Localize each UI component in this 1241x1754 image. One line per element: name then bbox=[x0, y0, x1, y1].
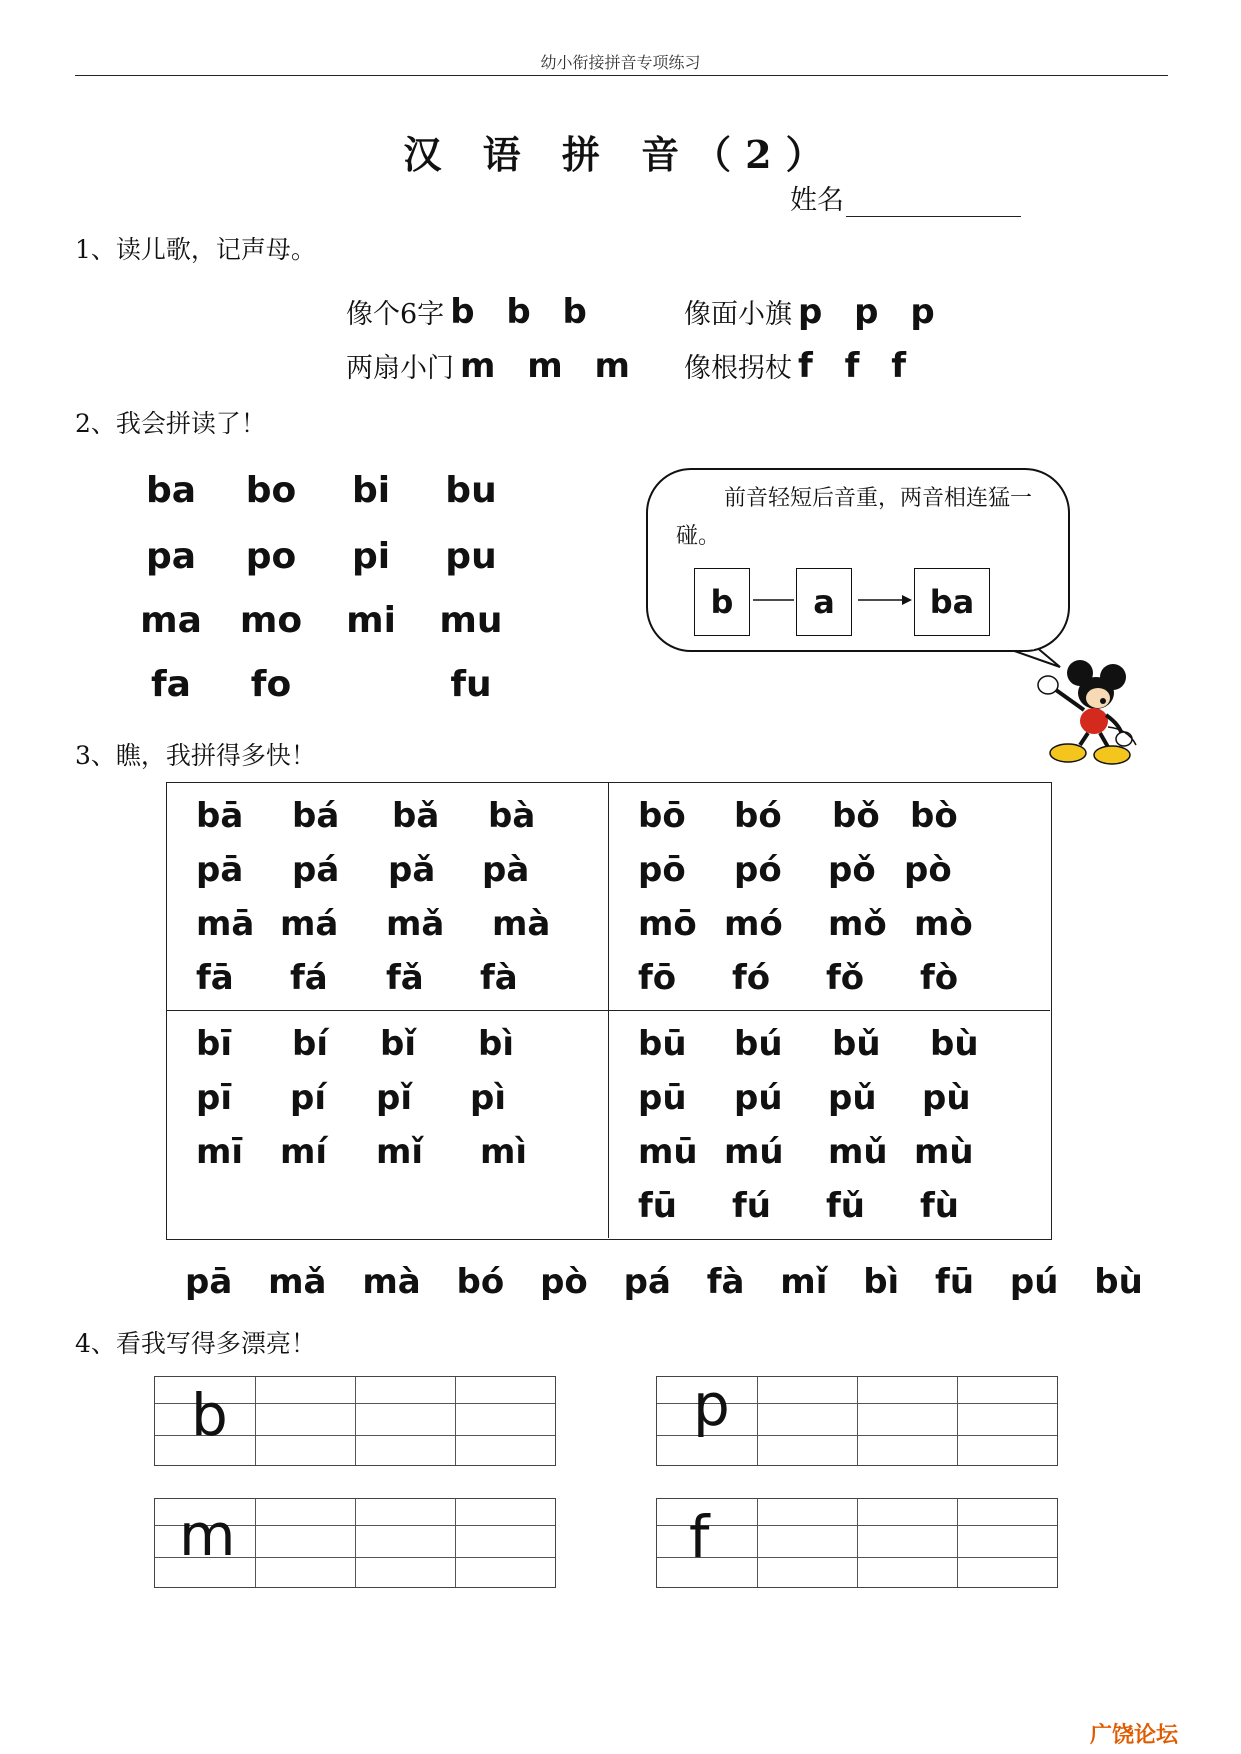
tone-syllable: mō bbox=[638, 904, 697, 944]
bubble-text: 前音轻短后音重，两音相连猛一碰。 bbox=[676, 486, 1033, 549]
writing-letter: p bbox=[693, 1371, 730, 1439]
tone-syllable: fǒ bbox=[826, 958, 865, 998]
tone-syllable: mǔ bbox=[828, 1132, 888, 1172]
syllable: mu bbox=[439, 600, 503, 641]
rhyme-1 bbox=[346, 292, 597, 332]
tone-syllable: pú bbox=[734, 1078, 783, 1118]
tone-syllable: pū bbox=[638, 1078, 687, 1118]
tone-syllable: mā bbox=[196, 904, 255, 944]
tone-syllable: bó bbox=[734, 796, 782, 836]
writing-grid-m[interactable] bbox=[154, 1498, 556, 1588]
tone-syllable: bā bbox=[196, 796, 244, 836]
syllable: pa bbox=[145, 536, 197, 577]
tone-syllable: fū bbox=[638, 1186, 677, 1226]
tone-syllable: bà bbox=[488, 796, 536, 836]
writing-grid-p[interactable] bbox=[656, 1371, 1058, 1466]
tone-syllable: fò bbox=[920, 958, 959, 998]
tone-syllable: pā bbox=[196, 850, 244, 890]
tone-syllable: fó bbox=[732, 958, 771, 998]
rhyme-text: 像个6字 bbox=[346, 299, 445, 330]
writing-grid-b[interactable] bbox=[154, 1376, 556, 1466]
name-blank[interactable] bbox=[846, 188, 1021, 217]
tone-syllable: bǒ bbox=[832, 796, 880, 836]
syllable: fo bbox=[250, 664, 292, 705]
tone-syllable: mú bbox=[724, 1132, 784, 1172]
tone-syllable: bǎ bbox=[392, 796, 440, 836]
syllable: bi bbox=[351, 470, 391, 511]
section-4-heading: 4、看我写得多漂亮！ bbox=[75, 1329, 316, 1358]
tone-syllable: pì bbox=[470, 1078, 506, 1118]
tone-syllable: fá bbox=[290, 958, 328, 998]
syllable: ma bbox=[140, 600, 202, 641]
spell-connectors bbox=[752, 590, 922, 614]
tone-syllable: fà bbox=[480, 958, 518, 998]
rhyme-4 bbox=[684, 346, 916, 386]
tone-syllable: fō bbox=[638, 958, 677, 998]
writing-grid-f[interactable] bbox=[656, 1498, 1058, 1588]
tone-syllable: pó bbox=[734, 850, 782, 890]
tone-syllable: mū bbox=[638, 1132, 698, 1172]
header-rule bbox=[75, 75, 1168, 76]
tone-syllable: pī bbox=[196, 1078, 232, 1118]
tone-syllable: mī bbox=[196, 1132, 244, 1172]
spell-box-initial: b bbox=[694, 568, 750, 636]
tone-syllable: bá bbox=[292, 796, 340, 836]
tone-syllable: bō bbox=[638, 796, 686, 836]
rhyme-pinyin: b b b bbox=[450, 292, 597, 332]
tone-table-divider bbox=[166, 1010, 1050, 1011]
section-3-heading: 3、瞧，我拼得多快！ bbox=[75, 741, 316, 770]
tone-syllable: fù bbox=[920, 1186, 959, 1226]
tone-syllable: bí bbox=[292, 1024, 328, 1064]
tone-syllable: mó bbox=[724, 904, 783, 944]
tone-syllable: fǔ bbox=[826, 1186, 865, 1226]
tone-syllable: bò bbox=[910, 796, 958, 836]
tone-syllable: bù bbox=[930, 1024, 979, 1064]
tone-syllable: pǔ bbox=[828, 1078, 877, 1118]
rhyme-3 bbox=[346, 346, 640, 386]
rhyme-pinyin: p p p bbox=[798, 292, 945, 332]
tone-syllable: mà bbox=[492, 904, 551, 944]
tone-syllable: mò bbox=[914, 904, 973, 944]
syllable: fa bbox=[151, 664, 191, 705]
tone-syllable: mǒ bbox=[828, 904, 887, 944]
spell-box-final: a bbox=[796, 568, 852, 636]
rhyme-2 bbox=[684, 292, 945, 332]
tone-syllable: bǔ bbox=[832, 1024, 881, 1064]
watermark: 广饶论坛 bbox=[1090, 1723, 1179, 1748]
tone-syllable: pá bbox=[292, 850, 340, 890]
page-title: 汉 语 拼 音（2） bbox=[403, 132, 838, 177]
syllable: pu bbox=[445, 536, 497, 577]
tone-syllable: pù bbox=[922, 1078, 971, 1118]
section-2-heading: 2、我会拼读了！ bbox=[75, 409, 266, 438]
syllable: mi bbox=[346, 600, 396, 641]
tone-syllable: mǐ bbox=[376, 1132, 424, 1172]
writing-letter: m bbox=[179, 1501, 236, 1569]
page-header: 幼小衔接拼音专项练习 bbox=[540, 53, 701, 72]
syllable: pi bbox=[351, 536, 391, 577]
rhyme-pinyin: m m m bbox=[460, 346, 640, 386]
syllable: po bbox=[245, 536, 297, 577]
rhyme-text: 像根拐杖 bbox=[684, 353, 792, 384]
tone-syllable: pǐ bbox=[376, 1078, 412, 1118]
tone-syllable: pí bbox=[290, 1078, 326, 1118]
section-1-heading: 1、读儿歌，记声母。 bbox=[75, 235, 316, 264]
tone-syllable: bǐ bbox=[380, 1024, 416, 1064]
writing-letter: f bbox=[689, 1503, 710, 1571]
writing-letter: b bbox=[191, 1381, 228, 1449]
syllable: fu bbox=[450, 664, 492, 705]
tone-syllable: fā bbox=[196, 958, 234, 998]
tone-syllable: pǒ bbox=[828, 850, 876, 890]
tone-syllable: bī bbox=[196, 1024, 232, 1064]
tone-syllable: pà bbox=[482, 850, 530, 890]
tone-syllable: pō bbox=[638, 850, 686, 890]
tone-syllable: pò bbox=[904, 850, 952, 890]
spell-box-result: ba bbox=[914, 568, 990, 636]
name-label: 姓名 bbox=[790, 185, 844, 216]
tone-syllable: mǎ bbox=[386, 904, 445, 944]
arrow-icon bbox=[902, 595, 912, 605]
syllable: bo bbox=[245, 470, 297, 511]
syllable: bu bbox=[445, 470, 497, 511]
tone-syllable: bì bbox=[478, 1024, 514, 1064]
tone-syllable: fú bbox=[732, 1186, 771, 1226]
syllable: mo bbox=[239, 600, 303, 641]
rhyme-pinyin: f f f bbox=[798, 346, 917, 386]
tone-syllable: má bbox=[280, 904, 339, 944]
tone-syllable: mí bbox=[280, 1132, 328, 1172]
name-field bbox=[790, 178, 1021, 217]
tone-syllable: fǎ bbox=[386, 958, 424, 998]
tone-syllable: bú bbox=[734, 1024, 783, 1064]
syllable: ba bbox=[145, 470, 197, 511]
tone-syllable: mì bbox=[480, 1132, 528, 1172]
rhyme-text: 像面小旗 bbox=[684, 299, 792, 330]
review-syllables: pā mǎ mà bó pò pá fà mǐ bì fū pú bù bbox=[185, 1262, 1143, 1302]
mickey-mouse-icon bbox=[1010, 655, 1145, 770]
tone-syllable: bū bbox=[638, 1024, 687, 1064]
tone-syllable: pǎ bbox=[388, 850, 436, 890]
rhyme-text: 两扇小门 bbox=[346, 353, 454, 384]
tone-syllable: mù bbox=[914, 1132, 974, 1172]
